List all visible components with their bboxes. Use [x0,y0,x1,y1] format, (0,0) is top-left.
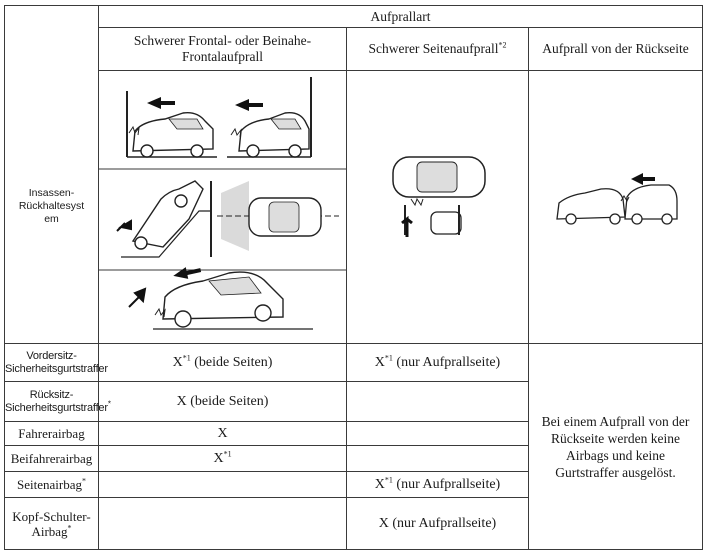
front-impact-passenger-airbag: $X^{*1}$ [99,446,347,472]
front-impact-driver-airbag: X [99,422,347,446]
row-label-passenger-airbag: Beifahrerairbag [5,446,99,472]
car-frontal-offset-illustration [227,77,311,157]
car-rear-impact-illustration [529,71,703,343]
corner-cell [5,6,99,344]
row-label-driver-airbag: Fahrerairbag [5,422,99,446]
side-impact-driver-airbag [347,422,529,446]
front-impact-side-airbag [99,472,347,498]
front-impact-rear-pretensioner: X (beide Seiten) [99,382,347,422]
side-impact-side-airbag: $X^{*1}$ (nur Aufprallseite) [347,472,529,498]
side-impact-front-pretensioner: $X^{*1}$ (nur Aufprallseite) [347,344,529,382]
rear-illustration [529,71,703,344]
front-impact-front-pretensioner: $X^{*1}$ (beide Seiten) [99,344,347,382]
occupant-restraint-row-header: Insassen-Rückhaltesystem [18,186,85,225]
front-illustration-panel [99,71,347,343]
row-label-curtain-airbag: Kopf-Schulter-Airbag* [5,498,99,550]
front-impact-curtain-airbag [99,498,347,550]
front-impact-header: Schwerer Frontal- oder Beinahe-Frontalaufprall [99,28,347,71]
side-illustration [347,71,529,344]
rear-impact-header: Aufprall von der Rückseite [529,28,703,71]
row-label-rear-seatbelt-pretensioner: Rücksitz-Sicherheitsgurtstraffer* [5,382,99,422]
front-illustrations [99,71,347,344]
car-slope-collision-illustration [117,181,211,257]
row-label-side-airbag: Seitenairbag* [5,472,99,498]
side-impact-rear-pretensioner [347,382,529,422]
car-front-collision-illustration [127,91,217,157]
airbag-crash-table [4,5,703,550]
car-side-impact-illustration [347,71,529,343]
side-impact-header: Schwerer Seitenaufprall$^{*2}$ [347,28,529,71]
car-front-offset-topview [217,181,339,251]
rear-impact-note: Bei einem Aufprall von der Rückseite werden keine Airbags und keine Gurtstraffer ausgelöst. [529,344,703,550]
car-curb-impact-illustration [129,264,313,329]
side-impact-passenger-airbag [347,446,529,472]
side-impact-curtain-airbag: X (nur Aufprallseite) [347,498,529,550]
row-label-front-seatbelt-pretensioner: Vordersitz-Sicherheitsgurtstraffer [5,344,99,382]
impact-type-header: Aufprallart [99,6,703,28]
